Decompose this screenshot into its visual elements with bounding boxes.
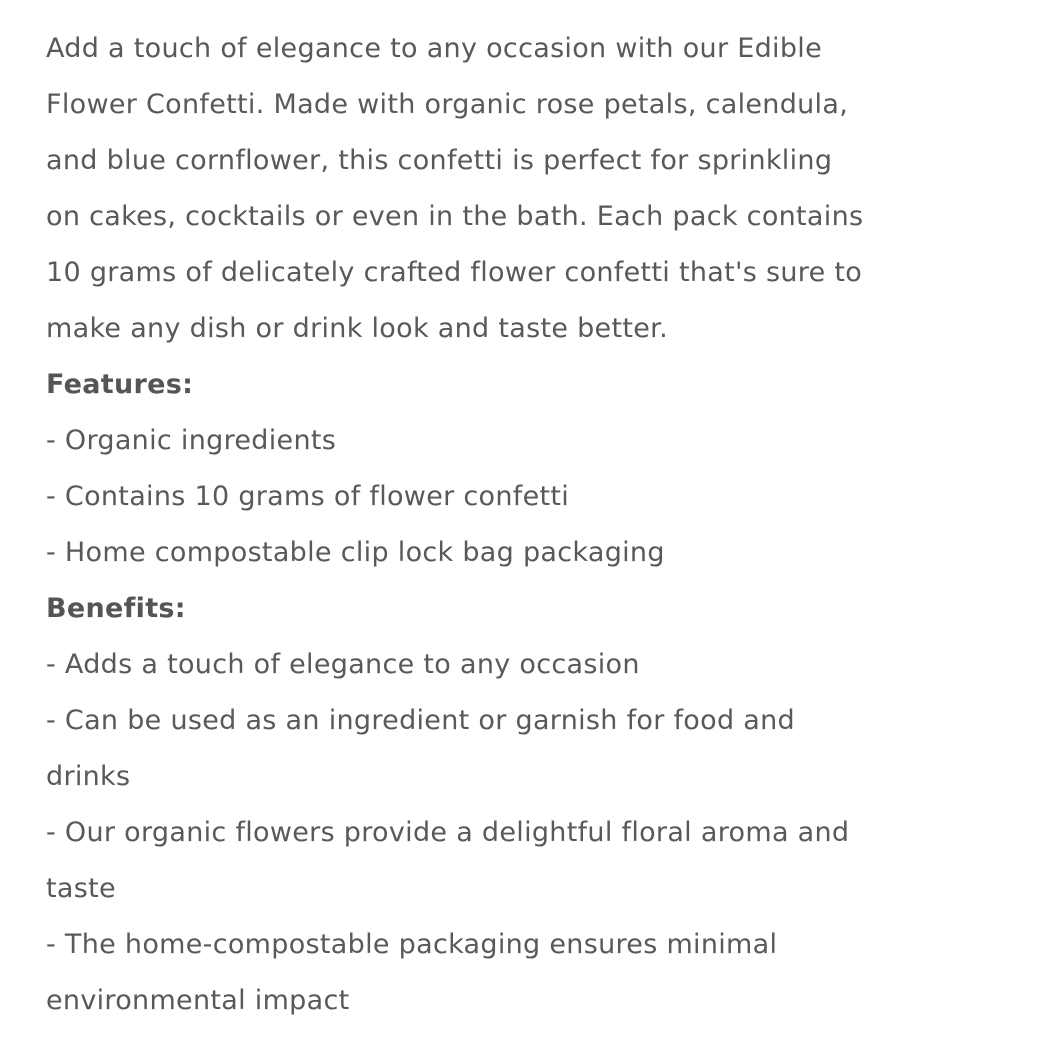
features-list	[46, 413, 936, 581]
intro-line: make any dish or drink look and taste better.	[46, 313, 668, 344]
intro-line: and blue cornflower, this confetti is perfect for sprinkling	[46, 145, 833, 176]
intro-line: Flower Confetti. Made with organic rose petals, calendula,	[46, 89, 849, 120]
benefits-list	[46, 637, 936, 1029]
benefit-line: - Adds a touch of elegance to any occasion	[46, 649, 640, 680]
intro-paragraph	[46, 21, 936, 357]
benefit-line: - Can be used as an ingredient or garnish for food and	[46, 705, 795, 736]
benefit-line: environmental impact	[46, 985, 350, 1016]
benefit-line: - Our organic flowers provide a delightful floral aroma and	[46, 817, 850, 848]
features-heading: Features:	[46, 369, 194, 400]
intro-line: on cakes, cocktails or even in the bath. Each pack contains	[46, 201, 864, 232]
feature-item: - Home compostable clip lock bag packaging	[46, 537, 665, 568]
benefits-heading: Benefits:	[46, 593, 186, 624]
benefit-line: drinks	[46, 761, 131, 792]
benefit-line: - The home-compostable packaging ensures minimal	[46, 929, 778, 960]
feature-item: - Contains 10 grams of flower confetti	[46, 481, 570, 512]
intro-line: Add a touch of elegance to any occasion with our Edible	[46, 33, 822, 64]
feature-item: - Organic ingredients	[46, 425, 337, 456]
benefit-line: taste	[46, 873, 116, 904]
product-description	[46, 21, 936, 1029]
intro-line: 10 grams of delicately crafted flower confetti that's sure to	[46, 257, 863, 288]
